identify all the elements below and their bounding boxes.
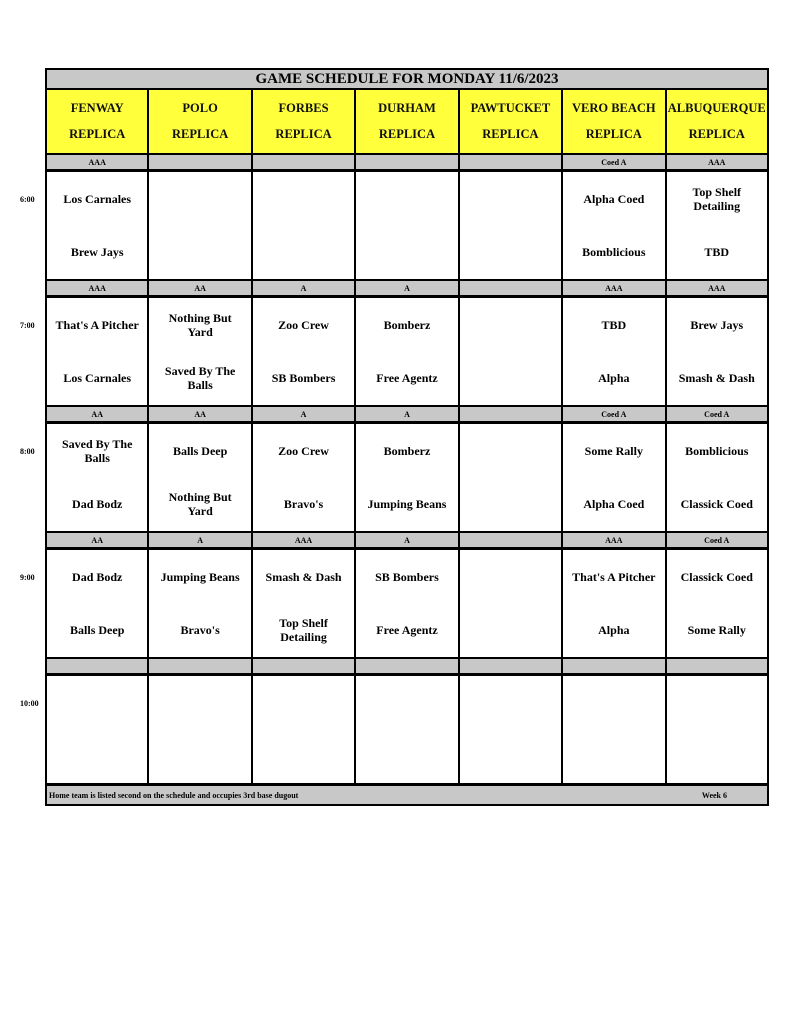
away-team: Some Rally [584, 443, 643, 458]
away-team: Saved By The Balls [61, 436, 133, 465]
home-team [253, 730, 354, 784]
field-name: DURHAM [378, 101, 436, 116]
away-team [460, 550, 561, 604]
home-team [149, 730, 250, 784]
home-team: Brew Jays [70, 245, 124, 260]
away-team [667, 676, 767, 730]
game-cell [459, 170, 562, 280]
field-subtitle: REPLICA [378, 126, 436, 141]
home-team: Alpha [598, 623, 630, 638]
away-team: Classick Coed [680, 569, 753, 584]
division-row [45, 532, 769, 548]
game-slot-row [45, 422, 769, 532]
game-cell [459, 296, 562, 406]
division-label [459, 658, 562, 674]
home-team: Free Agentz [376, 371, 438, 386]
home-team [356, 730, 457, 784]
division-label: A [355, 280, 458, 296]
away-team: Bomberz [383, 443, 431, 458]
division-label [355, 154, 458, 170]
division-row [45, 658, 769, 674]
away-team: That's A Pitcher [572, 569, 656, 584]
division-label [252, 154, 355, 170]
away-team: Zoo Crew [278, 317, 329, 332]
division-label: Coed A [562, 406, 665, 422]
away-team [253, 676, 354, 730]
game-cell [562, 296, 665, 406]
game-cell [148, 548, 251, 658]
game-cell [459, 422, 562, 532]
away-team: Dad Bodz [72, 569, 123, 584]
away-team: Jumping Beans [160, 569, 240, 584]
home-team: Nothing But Yard [168, 490, 232, 519]
division-row [45, 280, 769, 296]
time-label: 6:00 [20, 195, 35, 204]
game-cell [666, 422, 769, 532]
time-label: 9:00 [20, 573, 35, 582]
away-team: Smash & Dash [265, 569, 342, 584]
division-label: Coed A [666, 532, 769, 548]
game-cell [355, 674, 458, 784]
home-team: Alpha [598, 371, 630, 386]
home-team: Alpha Coed [583, 497, 645, 512]
schedule-title: GAME SCHEDULE FOR MONDAY 11/6/2023 [45, 68, 769, 90]
game-slot-row [45, 170, 769, 280]
home-team [563, 730, 664, 784]
game-cell [252, 296, 355, 406]
game-cell [45, 674, 148, 784]
game-slot-row [45, 674, 769, 784]
away-team: Top Shelf Detailing [692, 184, 742, 213]
home-team [460, 730, 561, 784]
away-team: Brew Jays [690, 317, 744, 332]
division-label: Coed A [562, 154, 665, 170]
game-cell [562, 548, 665, 658]
game-cell [355, 422, 458, 532]
home-team: Smash & Dash [678, 371, 755, 386]
home-team: TBD [704, 245, 730, 260]
away-team [356, 676, 457, 730]
away-team: Bomberz [383, 317, 431, 332]
division-label [355, 658, 458, 674]
game-cell [45, 170, 148, 280]
home-team [356, 226, 457, 280]
division-label: AAA [252, 532, 355, 548]
division-label [252, 658, 355, 674]
home-team: Bravo's [283, 497, 324, 512]
field-subtitle: REPLICA [482, 126, 539, 141]
home-team [460, 352, 561, 406]
away-team: Zoo Crew [278, 443, 329, 458]
away-team [356, 172, 457, 226]
away-team [460, 676, 561, 730]
away-team [460, 172, 561, 226]
home-team: Saved By The Balls [164, 364, 236, 393]
home-team: Top Shelf Detailing [279, 616, 328, 645]
field-header [666, 90, 769, 154]
field-header [45, 90, 148, 154]
home-team [253, 226, 354, 280]
division-label: AA [148, 280, 251, 296]
away-team [460, 298, 561, 352]
division-label [459, 532, 562, 548]
division-label: AAA [666, 154, 769, 170]
game-cell [459, 548, 562, 658]
game-slot-row [45, 548, 769, 658]
away-team [460, 424, 561, 478]
game-cell [562, 674, 665, 784]
division-label [666, 658, 769, 674]
away-team [149, 676, 250, 730]
division-label: A [252, 280, 355, 296]
game-cell [45, 422, 148, 532]
division-label: A [355, 532, 458, 548]
away-team: Alpha Coed [583, 191, 645, 206]
game-cell [355, 170, 458, 280]
game-cell [252, 548, 355, 658]
field-name: ALBUQUERQUE [667, 101, 766, 116]
division-label [459, 280, 562, 296]
game-cell [355, 548, 458, 658]
field-subtitle: REPLICA [275, 126, 332, 141]
field-subtitle: REPLICA [688, 126, 745, 141]
week-label: Week 6 [701, 790, 727, 800]
division-label: AAA [45, 280, 148, 296]
division-row [45, 406, 769, 422]
field-header [252, 90, 355, 154]
away-team: That's A Pitcher [55, 317, 139, 332]
division-label [148, 658, 251, 674]
field-header [148, 90, 251, 154]
game-cell [45, 548, 148, 658]
schedule-sheet [45, 68, 769, 806]
game-slot-row [45, 296, 769, 406]
division-label: AAA [562, 280, 665, 296]
division-label: Coed A [666, 406, 769, 422]
home-team [460, 226, 561, 280]
division-label: AA [45, 406, 148, 422]
field-name: FORBES [278, 101, 329, 116]
division-label: A [252, 406, 355, 422]
game-cell [148, 170, 251, 280]
game-cell [666, 548, 769, 658]
field-subtitle: REPLICA [69, 126, 126, 141]
game-cell [355, 296, 458, 406]
home-team: Bomblicious [582, 245, 646, 260]
game-cell [562, 422, 665, 532]
away-team: Los Carnales [63, 191, 132, 206]
home-team-note: Home team is listed second on the schedule and occupies 3rd base dugout [49, 790, 299, 800]
home-team: Some Rally [687, 623, 746, 638]
game-cell [562, 170, 665, 280]
division-label [562, 658, 665, 674]
away-team [253, 172, 354, 226]
division-label [45, 658, 148, 674]
game-cell [252, 422, 355, 532]
division-label: AAA [666, 280, 769, 296]
division-label: A [148, 532, 251, 548]
away-team: Balls Deep [172, 443, 228, 458]
home-team [149, 226, 250, 280]
game-cell [252, 674, 355, 784]
home-team: SB Bombers [271, 371, 336, 386]
game-cell [45, 296, 148, 406]
division-label [459, 406, 562, 422]
field-name: VERO BEACH [571, 101, 656, 116]
division-label: AAA [562, 532, 665, 548]
away-team [47, 676, 147, 730]
home-team: Free Agentz [376, 623, 438, 638]
home-team [460, 478, 561, 532]
field-subtitle: REPLICA [172, 126, 229, 141]
game-cell [148, 296, 251, 406]
away-team: SB Bombers [375, 569, 439, 584]
home-team: Jumping Beans [367, 497, 447, 512]
division-label [459, 154, 562, 170]
division-label: A [355, 406, 458, 422]
home-team: Dad Bodz [72, 497, 123, 512]
away-team [149, 172, 250, 226]
time-label: 8:00 [20, 447, 35, 456]
home-team [460, 604, 561, 658]
home-team [667, 730, 767, 784]
division-label [148, 154, 251, 170]
time-label: 10:00 [20, 699, 39, 708]
schedule-footer [45, 784, 769, 806]
field-header [562, 90, 665, 154]
home-team [47, 730, 147, 784]
home-team: Classick Coed [680, 497, 753, 512]
division-row [45, 154, 769, 170]
field-header-row [45, 90, 769, 154]
game-cell [666, 170, 769, 280]
game-cell [148, 422, 251, 532]
home-team: Los Carnales [63, 371, 132, 386]
field-header [355, 90, 458, 154]
game-cell [666, 296, 769, 406]
field-header [459, 90, 562, 154]
field-name: FENWAY [70, 101, 124, 116]
game-cell [148, 674, 251, 784]
away-team [563, 676, 664, 730]
division-label: AAA [45, 154, 148, 170]
division-label: AA [148, 406, 251, 422]
game-cell [666, 674, 769, 784]
field-name: POLO [182, 101, 218, 116]
away-team: Bomblicious [685, 443, 749, 458]
field-subtitle: REPLICA [585, 126, 642, 141]
away-team: TBD [601, 317, 627, 332]
field-name: PAWTUCKET [470, 101, 551, 116]
game-cell [459, 674, 562, 784]
time-slots [45, 154, 769, 784]
time-label: 7:00 [20, 321, 35, 330]
home-team: Bravo's [180, 623, 220, 638]
game-cell [252, 170, 355, 280]
away-team: Nothing But Yard [168, 310, 232, 339]
division-label: AA [45, 532, 148, 548]
home-team: Balls Deep [70, 623, 125, 638]
